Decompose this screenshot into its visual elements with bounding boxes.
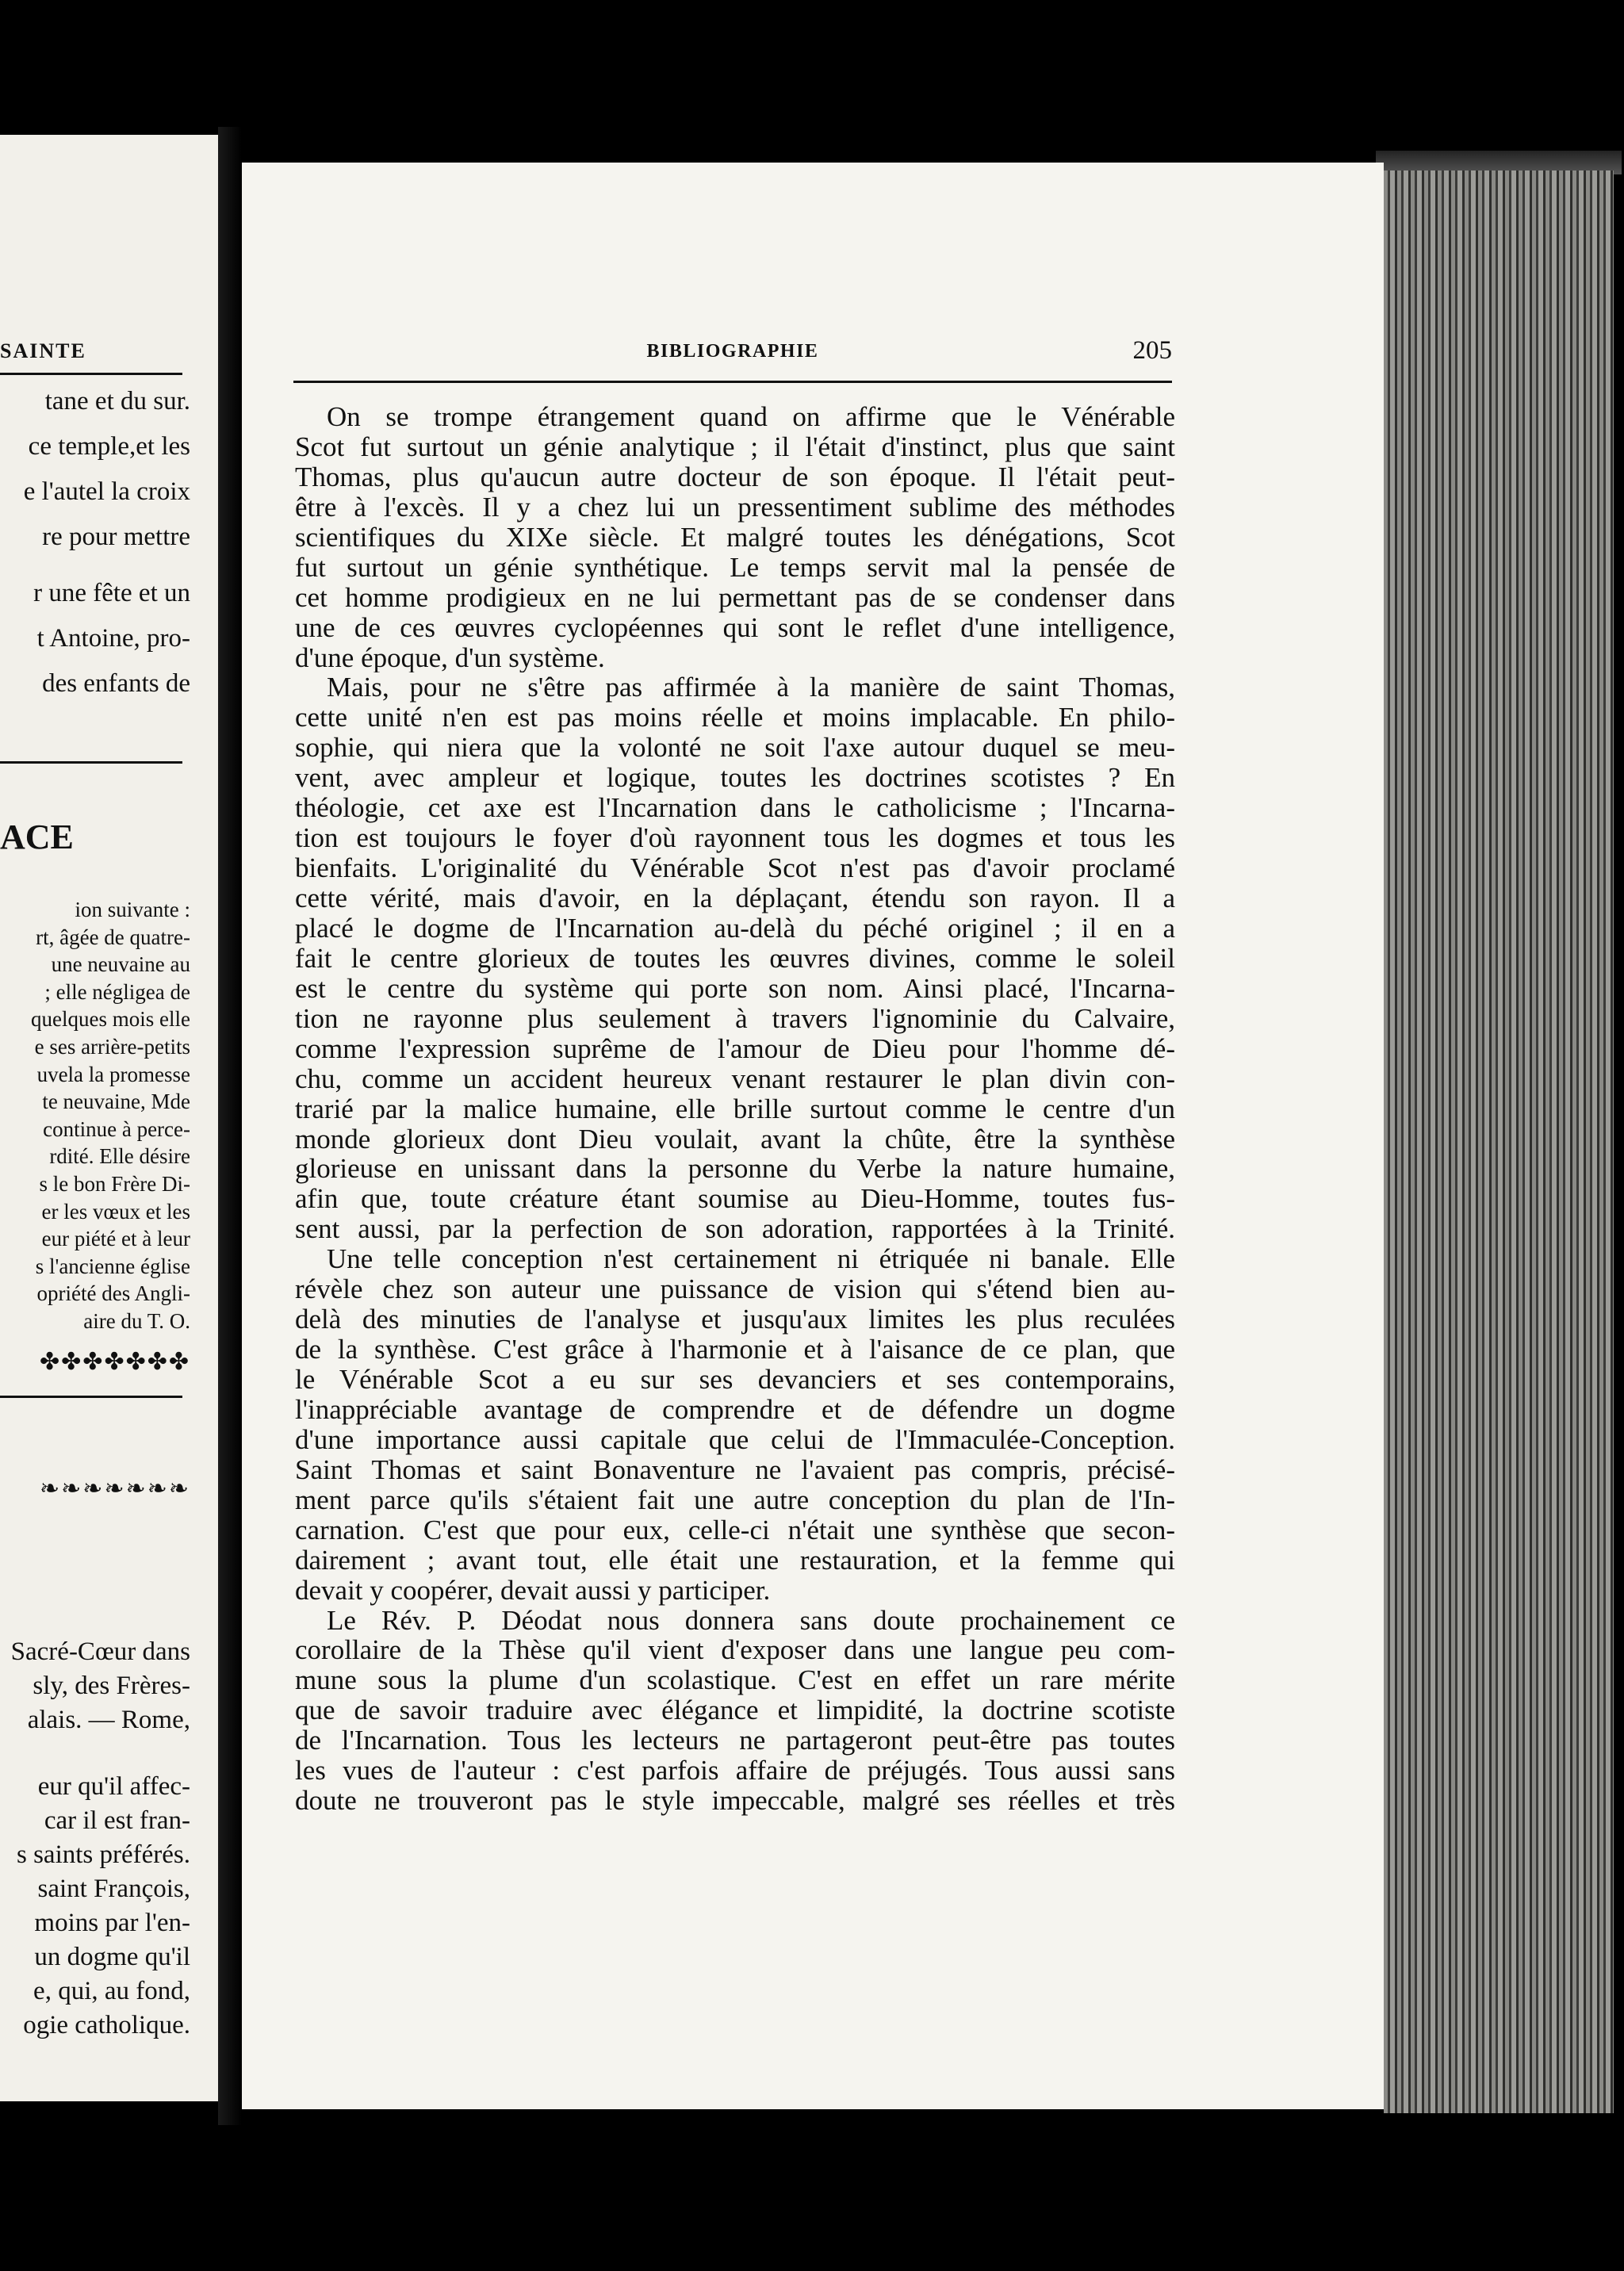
text-line: Le Rév. P. Déodat nous donnera sans doute prochainement ce <box>327 1605 1175 1636</box>
text-line: d'une époque, d'un système. <box>295 642 605 673</box>
left-page-line: eur piété et à leur <box>41 1227 190 1251</box>
left-page-line: ogie catholique. <box>23 2011 190 2039</box>
left-page-line: des enfants de <box>42 669 190 698</box>
left-page-line: s l'ancienne église <box>35 1254 190 1278</box>
left-page-line: continue à perce- <box>43 1116 190 1141</box>
text-line: théologie, cet axe est l'Incarnation dans le catholicisme ; l'Incarna- <box>295 793 1175 824</box>
left-page-line: eur qu'il affec- <box>37 1772 190 1801</box>
left-page-text-block-5 <box>0 1770 190 2043</box>
text-line: carnation. C'est que pour eux, celle-ci n'était une synthèse que secon- <box>295 1515 1175 1545</box>
text-line: Une telle conception n'est certainement ni étriquée ni banale. Elle <box>327 1244 1175 1275</box>
text-line: dairement ; avant tout, elle était une restauration, et la femme qui <box>295 1545 1175 1576</box>
running-head <box>293 336 1172 373</box>
body-text <box>295 402 1175 1816</box>
text-line: monde glorieux dont Dieu voulait, avant la chûte, être la synthèse <box>295 1124 1175 1155</box>
text-line: révèle chez son auteur une puissance de vision qui s'étend bien au- <box>295 1274 1175 1305</box>
left-page-line: une neuvaine au <box>51 952 190 977</box>
left-page-line: car il est fran- <box>44 1806 190 1835</box>
left-page-line: saint François, <box>37 1875 190 1903</box>
left-page-text-block-3 <box>0 896 190 1335</box>
left-page-line: re pour mettre <box>42 523 190 551</box>
running-title: BIBLIOGRAPHIE <box>646 341 819 362</box>
left-page-line: te neuvaine, Mde <box>42 1090 190 1114</box>
text-line: cette unité n'en est pas moins réelle et moins implacable. En philo- <box>295 703 1175 733</box>
left-page-line: opriété des Angli- <box>36 1281 190 1306</box>
left-page-head-rule <box>0 373 182 375</box>
left-page-line: t Antoine, pro- <box>36 624 190 653</box>
text-line: trarié par la malice humaine, elle brille surtout comme le centre d'un <box>295 1093 1175 1124</box>
left-page-line: tane et du sur. <box>44 387 190 416</box>
left-page-text-block-4 <box>0 1635 190 1737</box>
text-line: fait le centre glorieux de toutes les œuvres divines, comme le soleil <box>295 943 1175 974</box>
text-line: d'une importance aussi capitale que celui de l'Immaculée-Conception. <box>295 1424 1175 1455</box>
left-page-ornament-band: ❧❧❧❧❧❧❧ <box>40 1476 190 1502</box>
text-line: On se trompe étrangement quand on affirme que le Vénérable <box>327 402 1175 432</box>
left-page-line: e, qui, au fond, <box>33 1977 190 2005</box>
left-page-line: sly, des Frères- <box>33 1672 190 1700</box>
text-line: sent aussi, par la perfection de son adoration, rapportées à la Trinité. <box>295 1214 1175 1245</box>
left-page-line: ; elle négligea de <box>44 979 190 1004</box>
text-line: sophie, qui niera que la volonté ne soit l'axe autour duquel se meu- <box>295 733 1175 764</box>
left-page-section-rule <box>0 761 182 764</box>
left-page-line: moins par l'en- <box>34 1909 190 1937</box>
left-page-line: r une fête et un <box>33 579 190 607</box>
left-page-line: rdité. Elle désire <box>49 1144 190 1169</box>
text-line: une de ces œuvres cyclopéennes qui sont le reflet d'une intelligence, <box>295 612 1175 643</box>
text-line: que de savoir traduire avec élégance et limpidité, la doctrine scotiste <box>295 1695 1175 1726</box>
text-line: comme l'expression suprême de l'amour de Dieu pour l'homme dé- <box>295 1033 1175 1064</box>
left-page-line: alais. — Rome, <box>27 1706 190 1734</box>
left-page-section-heading: ACE <box>0 818 74 856</box>
left-page-line: aire du T. O. <box>83 1308 190 1333</box>
left-page-running-head: SAINTE <box>0 339 86 362</box>
text-line: ment parce qu'ils s'étaient fait une autre conception du plan de l'In- <box>295 1484 1175 1515</box>
page-number: 205 <box>1132 336 1172 365</box>
left-page-line: s le bon Frère Di- <box>39 1171 190 1196</box>
text-line: afin que, toute créature étant soumise au Dieu-Homme, toutes fus- <box>295 1184 1175 1215</box>
left-page-line: uvela la promesse <box>36 1062 190 1086</box>
text-line: de la synthèse. C'est grâce à l'harmonie et à l'aisance de ce plan, que <box>295 1335 1175 1365</box>
text-line: bienfaits. L'originalité du Vénérable Scot n'est pas d'avoir proclamé <box>295 853 1175 883</box>
text-line: le Vénérable Scot a eu sur ses devanciers et ses contemporains, <box>295 1365 1175 1395</box>
text-line: vent, avec ampleur et logique, toutes les doctrines scotistes ? En <box>295 763 1175 794</box>
left-page-line: ce temple,et les <box>28 432 190 461</box>
left-facing-page <box>0 135 218 2101</box>
left-page-line: ion suivante : <box>75 898 190 921</box>
text-line: delà des minuties de l'analyse et jusqu'aux limites les plus reculées <box>295 1304 1175 1335</box>
left-page-line: e ses arrière-petits <box>34 1034 190 1059</box>
text-line: doute ne trouveront pas le style impeccable, malgré ses réelles et très <box>295 1786 1175 1817</box>
text-line: Scot fut surtout un génie analytique ; il l'était d'instinct, plus que saint <box>295 431 1175 462</box>
text-line: scientifiques du XIXe siècle. Et malgré toutes les dénégations, Scot <box>295 522 1175 553</box>
left-page-ornament-band: ✤✤✤✤✤✤✤ <box>40 1349 190 1375</box>
text-line: Mais, pour ne s'être pas affirmée à la manière de saint Thomas, <box>327 672 1175 703</box>
text-line: les vues de l'auteur : c'est parfois affaire de préjugés. Tous aussi sans <box>295 1756 1175 1787</box>
left-page-line: e l'autel la croix <box>23 477 190 506</box>
text-line: l'inappréciable avantage de comprendre et de défendre un dogme <box>295 1394 1175 1425</box>
left-page-line: quelques mois elle <box>31 1007 190 1032</box>
text-line: être à l'excès. Il y a chez lui un pressentiment sublime des méthodes <box>295 492 1175 523</box>
text-line: de l'Incarnation. Tous les lecteurs ne partageront peut-être pas toutes <box>295 1725 1175 1756</box>
text-line: tion est toujours le foyer d'où rayonnent tous les dogmes et tous les <box>295 823 1175 854</box>
text-line: est le centre du système qui porte son nom. Ainsi placé, l'Incarna- <box>295 973 1175 1004</box>
left-page-line: un dogme qu'il <box>34 1943 190 1971</box>
left-page-text-block-1 <box>0 379 190 560</box>
text-line: corollaire de la Thèse qu'il vient d'exposer dans une langue peu com- <box>295 1635 1175 1666</box>
left-page-line: s saints préférés. <box>16 1840 190 1869</box>
text-line: glorieuse en unissant dans la personne du Verbe la nature humaine, <box>295 1154 1175 1185</box>
text-line: mune sous la plume d'un scolastique. C'est en effet un rare mérite <box>295 1665 1175 1696</box>
text-line: Thomas, plus qu'aucun autre docteur de son époque. Il l'était peut- <box>295 461 1175 492</box>
text-line: placé le dogme de l'Incarnation au-delà du péché originel ; il en a <box>295 913 1175 944</box>
text-line: cet homme prodigieux en ne lui permettant pas de se condenser dans <box>295 582 1175 613</box>
text-line: cette vérité, mais d'avoir, en la déplaçant, étendu son rayon. Il a <box>295 883 1175 913</box>
left-page-line: er les vœux et les <box>41 1199 190 1224</box>
text-line: devait y coopérer, devait aussi y participer. <box>295 1575 771 1606</box>
left-page-section-rule <box>0 1396 182 1398</box>
book-gutter <box>218 127 242 2125</box>
text-line: fut surtout un génie synthétique. Le temps servit mal la pensée de <box>295 552 1175 583</box>
page-block-fore-edge <box>1384 170 1614 2113</box>
left-page-text-block-2 <box>0 571 190 707</box>
text-line: chu, comme un accident heureux venant restaurer le plan divin con- <box>295 1063 1175 1094</box>
left-page-line: rt, âgée de quatre- <box>36 925 190 949</box>
running-head-rule <box>293 381 1172 383</box>
text-line: Saint Thomas et saint Bonaventure ne l'avaient pas compris, précisé- <box>295 1454 1175 1485</box>
text-line: tion ne rayonne plus seulement à travers l'ignominie du Calvaire, <box>295 1003 1175 1034</box>
left-page-line: Sacré-Cœur dans <box>10 1637 190 1666</box>
